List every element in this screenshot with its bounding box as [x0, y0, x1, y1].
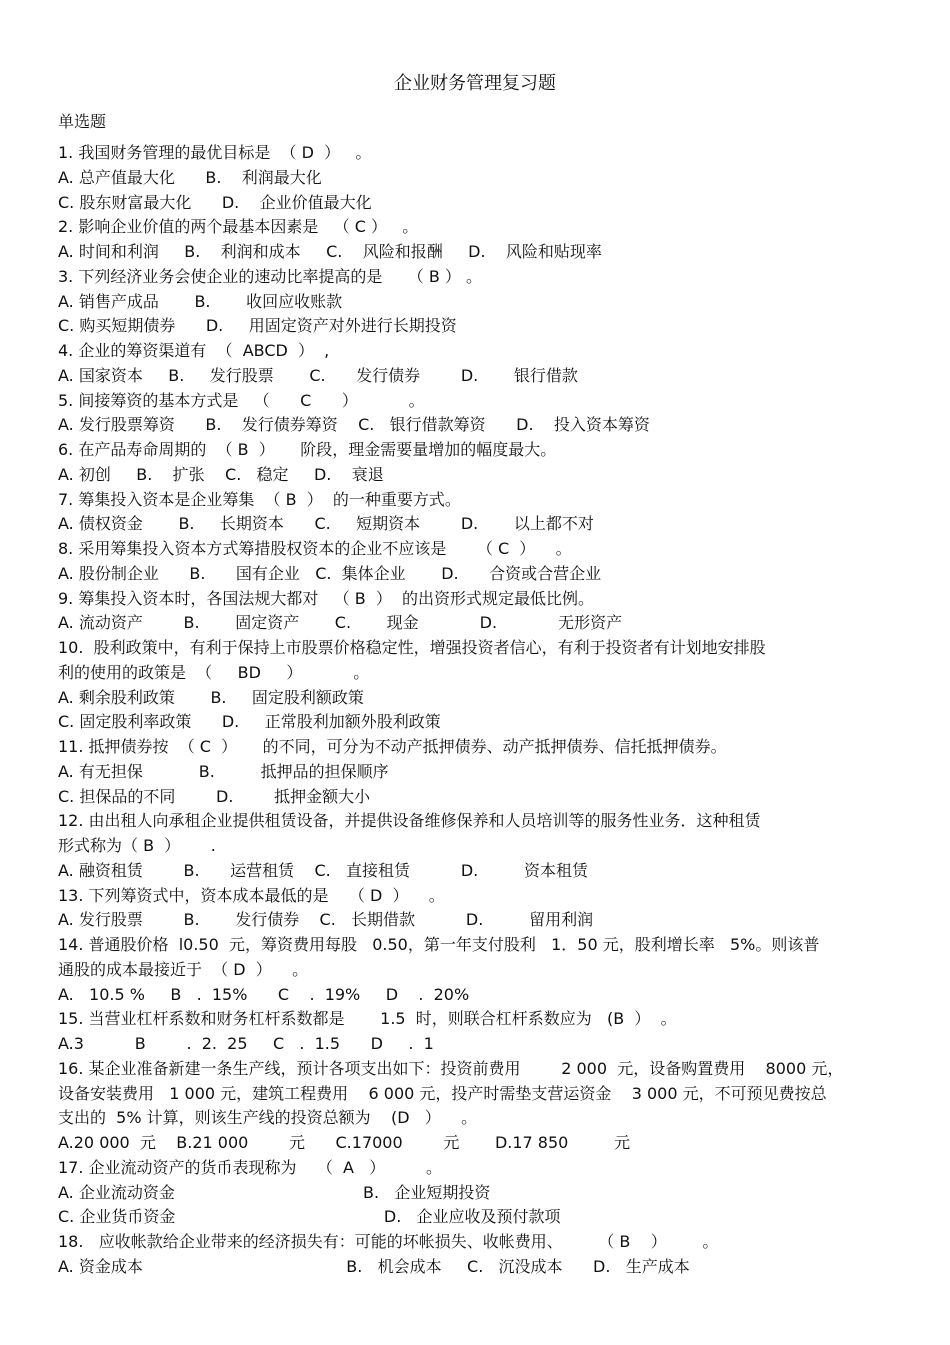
text-line: 利的使用的政策是 （ BD ） 。: [58, 662, 370, 682]
question-text: 8. 采用筹集投入资本方式筹措股权资本的企业不应该是 （ C ） 。: [58, 539, 572, 558]
question-text: 12. 由出租人向承租企业提供租赁设备，并提供设备维修保养和人员培训等的服务性业务．这种租赁: [58, 811, 761, 831]
question-text: 11. 抵押债券按 （ C ） 的不同，可分为不动产抵押债券、动产抵押债券、信托抵押债券。: [58, 737, 727, 756]
question-text: 1. 我国财务管理的最优目标是 （ D ） 。: [58, 143, 372, 162]
answer-options: A.20 000 元 B.21 000 元 C.17000 元 D.17 850 元: [58, 1133, 631, 1152]
question-text: 9. 筹集投入资本时，各国法规大都对 （ B ） 的出资形式规定最低比例。: [58, 588, 595, 608]
text-line: 设备安装费用 1 000 元，建筑工程费用 6 000 元，投产时需垫支营运资金 3 000 元，不可预见费按总: [58, 1083, 827, 1103]
answer-options: A. 销售产成品 B. 收回应收账款: [58, 291, 343, 311]
text-line: 通股的成本最接近于 （ D ） 。: [58, 959, 309, 979]
question-text: 2. 影响企业价值的两个最基本因素是 （ C ） 。: [58, 217, 419, 237]
question-text: 4. 企业的筹资渠道有 （ ABCD ） ,: [58, 341, 330, 360]
answer-options: C. 企业货币资金 D. 企业应收及预付款项: [58, 1207, 561, 1227]
section-heading: 单选题: [58, 112, 107, 131]
text-line: 支出的 5% 计算，则该生产线的投资总额为 (D ） 。: [58, 1108, 478, 1128]
answer-options: A. 股份制企业 B. 国有企业 C. 集体企业 D. 合资或合营企业: [58, 563, 602, 583]
answer-options: A. 流动资产 B. 固定资产 C. 现金 D. 无形资产: [58, 613, 623, 633]
answer-options: C. 担保品的不同 D. 抵押金额大小: [58, 786, 371, 806]
question-text: 18. 应收帐款给企业带来的经济损失有：可能的坏帐损失、收帐费用、 （ B ） 。: [58, 1232, 719, 1251]
question-text: 5. 间接筹资的基本方式是 （ C ） 。: [58, 390, 425, 410]
question-text: 10. 股利政策中，有利于保持上市股票价格稳定性，增强投资者信心，有利于投资者有计划地安排股: [58, 638, 766, 657]
document-title: 企业财务管理复习题: [394, 73, 556, 94]
answer-options: A.3 B . 2. 25 C . 1.5 D . 1: [58, 1034, 434, 1053]
answer-options: C. 购买短期债券 D. 用固定资产对外进行长期投资: [58, 316, 457, 336]
answer-options: A. 有无担保 B. 抵押品的担保顺序: [58, 761, 389, 781]
answer-options: A. 总产值最大化 B. 利润最大化: [58, 167, 322, 187]
answer-options: A. 债权资金 B. 长期资本 C. 短期资本 D. 以上都不对: [58, 514, 594, 534]
answer-options: A. 发行股票筹资 B. 发行债券筹资 C. 银行借款筹资 D. 投入资本筹资: [58, 415, 650, 435]
question-text: 13. 下列筹资式中，资本成本最低的是 （ D ） 。: [58, 885, 445, 905]
answer-options: A. 剩余股利政策 B. 固定股利额政策: [58, 687, 364, 707]
answer-options: A. 初创 B. 扩张 C. 稳定 D. 衰退: [58, 464, 384, 484]
answer-options: A. 国家资本 B. 发行股票 C. 发行债券 D. 银行借款: [58, 365, 578, 385]
question-text: 16. 某企业准备新建一条生产线，预计各项支出如下：投资前费用 2 000 元，设备购置费用 8000 元，: [58, 1058, 844, 1078]
answer-options: C. 股东财富最大化 D. 企业价值最大化: [58, 192, 372, 212]
answer-options: A. 时间和利润 B. 利润和成本 C. 风险和报酬 D. 风险和贴现率: [58, 242, 602, 261]
answer-options: A. 10.5 % B . 15% C . 19% D . 20%: [58, 984, 470, 1004]
answer-options: A. 发行股票 B. 发行债券 C. 长期借款 D. 留用利润: [58, 910, 594, 930]
question-text: 7. 筹集投入资本是企业筹集 （ B ） 的一种重要方式。: [58, 489, 461, 509]
question-text: 17. 企业流动资产的货币表现称为 （ A ） 。: [58, 1157, 442, 1177]
text-line: 形式称为（ B ） .: [58, 836, 216, 855]
answer-options: C. 固定股利率政策 D. 正常股利加额外股利政策: [58, 712, 441, 732]
answer-options: A. 资金成本 B. 机会成本 C. 沉没成本 D. 生产成本: [58, 1256, 690, 1276]
question-text: 3. 下列经济业务会使企业的速动比率提高的是 （ B ） 。: [58, 266, 483, 286]
question-text: 6. 在产品寿命周期的 （ B ） 阶段，理金需要量增加的幅度最大。: [58, 440, 557, 459]
answer-options: A. 企业流动资金 B. 企业短期投资: [58, 1182, 491, 1202]
answer-options: A. 融资租赁 B. 运营租赁 C. 直接租赁 D. 资本租赁: [58, 860, 589, 880]
question-text: 15. 当营业杠杆系数和财务杠杆系数都是 1.5 时，则联合杠杆系数应为 (B ） 。: [58, 1009, 677, 1029]
question-text: 14. 普通股价格 l0.50 元，筹资费用每股 0.50，第一年支付股利 1．50 元，股利增长率 5%。则该普: [58, 935, 820, 954]
